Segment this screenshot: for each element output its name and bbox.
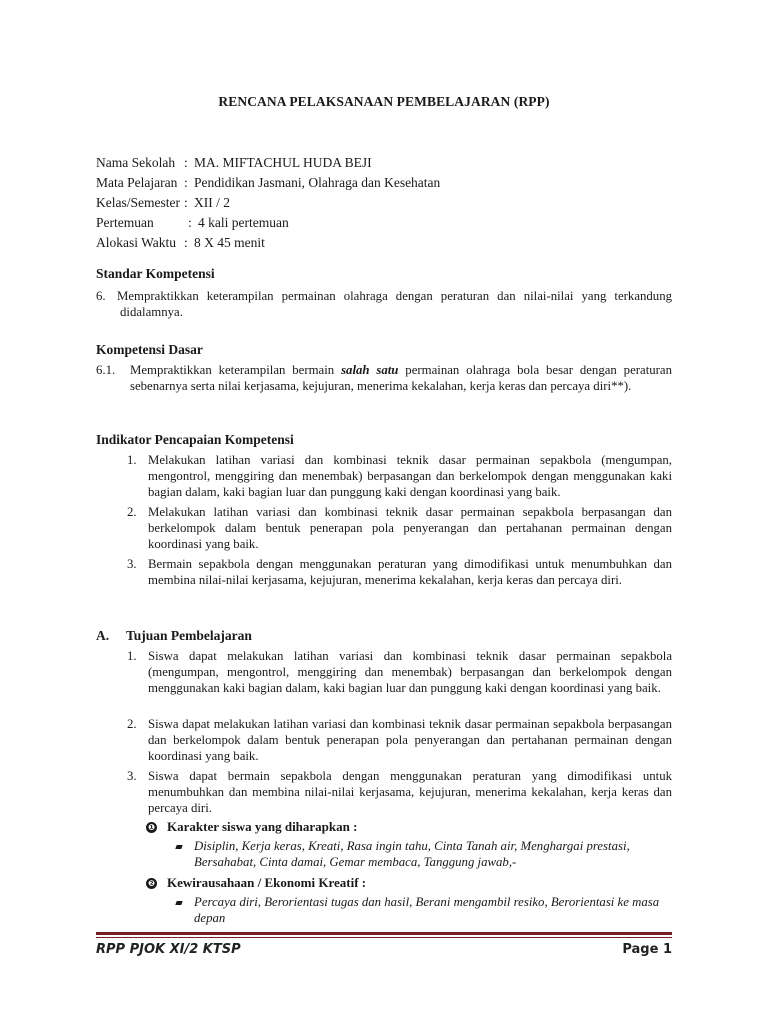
identity-block bbox=[96, 153, 440, 253]
info-label: Nama Sekolah bbox=[96, 155, 176, 170]
tujuan-heading: Tujuan Pembelajaran bbox=[126, 628, 252, 643]
info-row: Alokasi Waktu : 8 X 45 menit bbox=[96, 233, 440, 253]
footer-divider bbox=[96, 932, 672, 935]
tujuan-letter: A. bbox=[96, 628, 110, 643]
number-two-circle-icon: ❷ bbox=[146, 878, 157, 889]
document-title: RENCANA PELAKSANAAN PEMBELAJARAN (RPP) bbox=[218, 94, 550, 109]
bullet-icon bbox=[175, 901, 182, 905]
footer-doc-label: RPP PJOK XI/2 KTSP bbox=[96, 942, 241, 957]
indikator-number: 1. bbox=[127, 453, 137, 467]
kewirausahaan-heading-row bbox=[146, 875, 366, 891]
indikator-item: Melakukan latihan variasi dan kombinasi teknik dasar permainan sepakbola berpasangan dan berkelompok dalam bentuk penerapan pola penyerangan dan pertahanan permainan dengan koordinasi yang baik. bbox=[148, 505, 672, 551]
standar-text: Mempraktikkan keterampilan permainan olahraga dengan peraturan dan nilai-nilai yang terkandung didalamnya. bbox=[117, 289, 672, 319]
karakter-heading: Karakter siswa yang diharapkan : bbox=[167, 819, 358, 834]
info-value: Pendidikan Jasmani, Olahraga dan Kesehatan bbox=[194, 175, 441, 190]
info-row: Mata Pelajaran : Pendidikan Jasmani, Olahraga dan Kesehatan bbox=[96, 173, 440, 193]
standar-heading: Standar Kompetensi bbox=[96, 266, 215, 281]
karakter-heading-row bbox=[146, 819, 357, 835]
tujuan-item: Siswa dapat melakukan latihan variasi dan kombinasi teknik dasar permainan sepakbola (mengumpan, mengontrol, menggiring dan menembak) berpasangan dan berkelompok dengan menggunakan kaki bagian dalam, kaki bagian luar dan punggung kaki dengan koordinasi yang baik. bbox=[148, 649, 672, 695]
kd-number: 6.1. bbox=[96, 363, 116, 377]
tujuan-item: Siswa dapat melakukan latihan variasi dan kombinasi teknik dasar permainan sepakbola berpasangan dan berkelompok dalam bentuk penerapan pola penyerangan dan pertahanan permainan dengan koordinasi yang baik. bbox=[148, 717, 672, 763]
info-label: Mata Pelajaran bbox=[96, 175, 178, 190]
indikator-item: Melakukan latihan variasi dan kombinasi teknik dasar permainan sepakbola (mengumpan, mengontrol, menggiring dan menembak) berpasangan dan berkelompok dengan menggunakan kaki bagian dalam, kaki bagian luar dan punggung kaki dengan koordinasi yang baik. bbox=[148, 453, 672, 499]
info-label: Alokasi Waktu bbox=[96, 235, 177, 250]
tujuan-number: 3. bbox=[127, 769, 137, 783]
info-row: Nama Sekolah : MA. MIFTACHUL HUDA BEJI bbox=[96, 153, 440, 173]
kewirausahaan-heading: Kewirausahaan / Ekonomi Kreatif : bbox=[167, 875, 367, 890]
karakter-text: Disiplin, Kerja keras, Kreati, Rasa ingin tahu, Cinta Tanah air, Menghargai prestasi, Bersahabat, Cinta damai, Gemar membaca, Tanggung jawab,- bbox=[194, 839, 630, 869]
standar-number: 6. bbox=[96, 289, 106, 303]
tujuan-item: Siswa dapat bermain sepakbola dengan menggunakan peraturan yang dimodifikasi untuk menumbuhkan dan membina nilai-nilai kerjasama, kejujuran, menerima kekalahan, kerja keras dan percaya diri. bbox=[148, 769, 672, 815]
info-value: 8 X 45 menit bbox=[194, 235, 265, 250]
kd-text: Mempraktikkan keterampilan bermain salah satu permainan olahraga bola besar dengan peraturan sebenarnya serta nilai kerjasama, kejujuran, menerima kekalahan, kerja keras dan percaya diri**). bbox=[130, 363, 672, 393]
info-value: XII / 2 bbox=[194, 195, 230, 210]
info-value: 4 kali pertemuan bbox=[198, 215, 289, 230]
tujuan-number: 2. bbox=[127, 717, 137, 731]
kd-heading: Kompetensi Dasar bbox=[96, 342, 203, 357]
indikator-number: 2. bbox=[127, 505, 137, 519]
bullet-icon bbox=[175, 845, 182, 849]
footer-divider-thin bbox=[96, 937, 672, 938]
info-label: Kelas/Semester bbox=[96, 195, 180, 210]
indikator-heading: Indikator Pencapaian Kompetensi bbox=[96, 432, 294, 447]
tujuan-number: 1. bbox=[127, 649, 137, 663]
page-number: Page 1 bbox=[622, 942, 672, 957]
info-row: Kelas/Semester : XII / 2 bbox=[96, 193, 440, 213]
info-label: Pertemuan bbox=[96, 215, 154, 230]
kd-emphasis: salah satu bbox=[341, 363, 399, 377]
info-row: Pertemuan : 4 kali pertemuan bbox=[96, 213, 440, 233]
indikator-number: 3. bbox=[127, 557, 137, 571]
number-one-circle-icon: ❶ bbox=[146, 822, 157, 833]
indikator-item: Bermain sepakbola dengan menggunakan peraturan yang dimodifikasi untuk menumbuhkan dan membina nilai-nilai kerjasama, kejujuran, menerima kekalahan, kerja keras dan percaya diri. bbox=[148, 557, 672, 587]
kewirausahaan-text: Percaya diri, Berorientasi tugas dan hasil, Berani mengambil resiko, Berorientasi ke masa depan bbox=[194, 895, 660, 925]
info-value: MA. MIFTACHUL HUDA BEJI bbox=[194, 155, 372, 170]
